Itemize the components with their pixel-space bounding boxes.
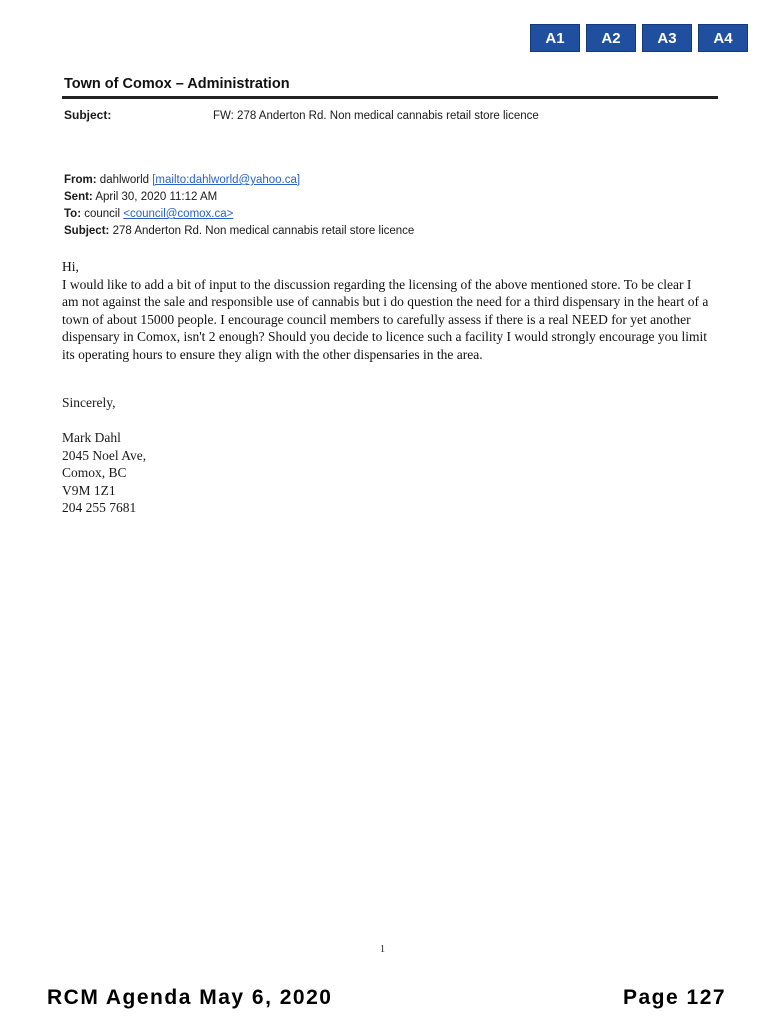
email-subject-label: Subject: (64, 225, 110, 237)
tag-a2[interactable]: A2 (586, 24, 636, 52)
letter-paragraph: I would like to add a bit of input to the discussion regarding the licensing of the above mentioned store. To be clear I am not against the sale and responsible use of cannabis but i do question the need for a third dispensary in the heart of a town of about 15000 people. I encourage council members to carefully assess if there is a real NEED for yet another dispensary in Comox, isn't 2 enough? Should you decide to licence such a facility I would strongly encourage you limit its operating hours to ensure they align with the other dispensaries in the area. (62, 276, 709, 362)
signature-name: Mark Dahl (62, 430, 121, 445)
to-name: council (84, 208, 121, 220)
letter-body (62, 258, 710, 363)
header-subject-label: Subject: (64, 108, 112, 122)
page-number: 1 (380, 944, 385, 955)
signature-phone: 204 255 7681 (62, 500, 137, 515)
tag-a1[interactable]: A1 (530, 24, 580, 52)
document-header-title: Town of Comox – Administration (64, 76, 290, 92)
sent-value: April 30, 2020 11:12 AM (95, 191, 218, 203)
email-sent-line (64, 189, 217, 206)
signature-city: Comox, BC (62, 465, 127, 480)
to-email-link[interactable]: <council@comox.ca> (123, 208, 234, 220)
header-subject-value: FW: 278 Anderton Rd. Non medical cannabis retail store licence (213, 110, 539, 122)
from-email-link[interactable]: [mailto:dahlworld@yahoo.ca] (152, 174, 301, 186)
email-to-line (64, 206, 233, 223)
to-label: To: (64, 208, 82, 220)
letter-greeting: Hi, (62, 259, 79, 274)
from-label: From: (64, 174, 97, 186)
tag-a4[interactable]: A4 (698, 24, 748, 52)
tag-a3[interactable]: A3 (642, 24, 692, 52)
email-subject-value: 278 Anderton Rd. Non medical cannabis retail store licence (112, 225, 415, 237)
sent-label: Sent: (64, 191, 93, 203)
letter-closing: Sincerely, (62, 395, 116, 410)
signature-block (62, 429, 146, 517)
section-tabs (530, 24, 748, 52)
from-name: dahlworld (99, 174, 150, 186)
signature-street: 2045 Noel Ave, (62, 447, 147, 463)
footer-agenda: RCM Agenda May 6, 2020 (47, 986, 333, 1009)
header-divider (62, 96, 718, 99)
footer-page: Page 127 (623, 986, 727, 1009)
signature-postal: V9M 1Z1 (62, 482, 116, 498)
email-subject-line (64, 223, 414, 240)
email-from-line (64, 172, 300, 189)
